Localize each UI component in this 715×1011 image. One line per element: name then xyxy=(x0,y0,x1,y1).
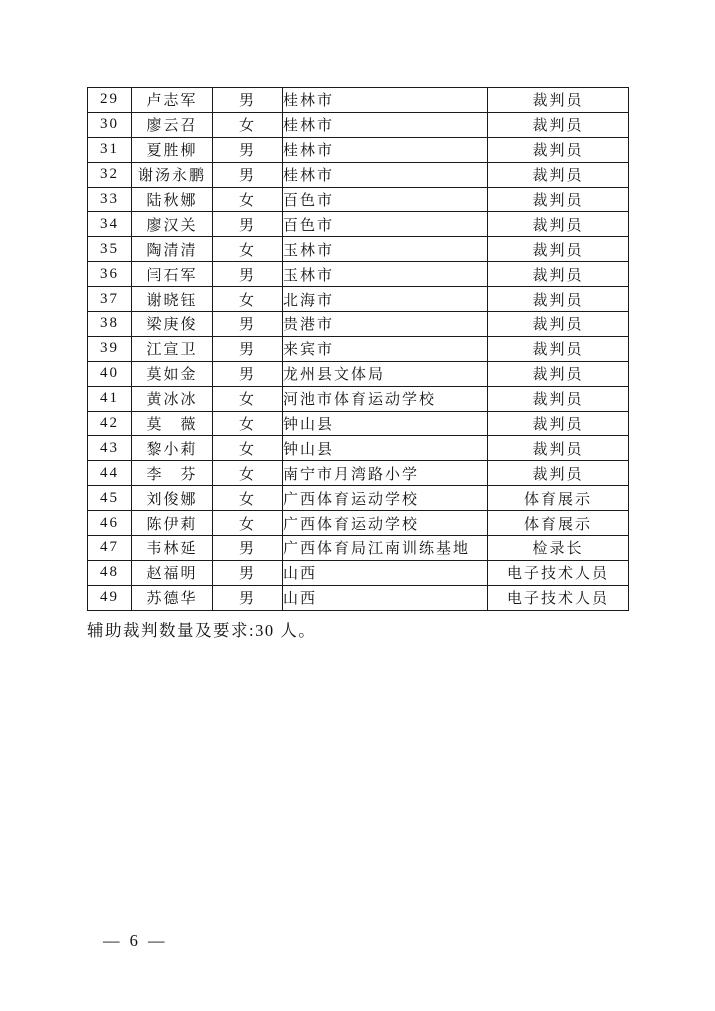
cell-name: 江宣卫 xyxy=(132,336,213,361)
table-row xyxy=(88,162,629,187)
roster-table-body xyxy=(88,88,629,611)
cell-gender: 男 xyxy=(213,361,283,386)
cell-role: 裁判员 xyxy=(488,386,629,411)
cell-number: 30 xyxy=(88,112,132,137)
cell-unit: 来宾市 xyxy=(283,336,488,361)
cell-gender: 男 xyxy=(213,336,283,361)
cell-unit: 山西 xyxy=(283,585,488,610)
cell-unit: 山西 xyxy=(283,560,488,585)
cell-gender: 女 xyxy=(213,436,283,461)
cell-name: 梁庚俊 xyxy=(132,312,213,337)
cell-number: 46 xyxy=(88,511,132,536)
cell-name: 卢志军 xyxy=(132,88,213,113)
cell-number: 43 xyxy=(88,436,132,461)
table-row xyxy=(88,287,629,312)
cell-unit: 玉林市 xyxy=(283,237,488,262)
cell-gender: 女 xyxy=(213,187,283,212)
cell-number: 45 xyxy=(88,486,132,511)
footer-note: 辅助裁判数量及要求:30 人。 xyxy=(87,621,317,640)
table-row xyxy=(88,88,629,113)
cell-unit: 南宁市月湾路小学 xyxy=(283,461,488,486)
table-row xyxy=(88,585,629,610)
cell-name: 刘俊娜 xyxy=(132,486,213,511)
cell-gender: 男 xyxy=(213,262,283,287)
cell-role: 裁判员 xyxy=(488,262,629,287)
table-row xyxy=(88,262,629,287)
cell-name: 陆秋娜 xyxy=(132,187,213,212)
cell-name: 夏胜柳 xyxy=(132,137,213,162)
cell-name: 廖云召 xyxy=(132,112,213,137)
cell-number: 38 xyxy=(88,312,132,337)
cell-unit: 北海市 xyxy=(283,287,488,312)
cell-role: 裁判员 xyxy=(488,287,629,312)
cell-role: 裁判员 xyxy=(488,411,629,436)
cell-name: 廖汉关 xyxy=(132,212,213,237)
table-row xyxy=(88,486,629,511)
cell-number: 36 xyxy=(88,262,132,287)
table-row xyxy=(88,112,629,137)
cell-role: 裁判员 xyxy=(488,137,629,162)
table-row xyxy=(88,436,629,461)
cell-unit: 百色市 xyxy=(283,212,488,237)
cell-role: 裁判员 xyxy=(488,187,629,212)
table-row xyxy=(88,536,629,561)
cell-gender: 男 xyxy=(213,585,283,610)
cell-gender: 男 xyxy=(213,88,283,113)
cell-number: 49 xyxy=(88,585,132,610)
cell-number: 33 xyxy=(88,187,132,212)
cell-role: 裁判员 xyxy=(488,212,629,237)
cell-role: 裁判员 xyxy=(488,162,629,187)
cell-role: 裁判员 xyxy=(488,436,629,461)
cell-gender: 女 xyxy=(213,511,283,536)
cell-unit: 桂林市 xyxy=(283,137,488,162)
cell-gender: 女 xyxy=(213,112,283,137)
table-row xyxy=(88,511,629,536)
cell-unit: 桂林市 xyxy=(283,162,488,187)
cell-gender: 女 xyxy=(213,486,283,511)
cell-role: 检录长 xyxy=(488,536,629,561)
cell-role: 裁判员 xyxy=(488,112,629,137)
cell-role: 电子技术人员 xyxy=(488,560,629,585)
cell-gender: 女 xyxy=(213,237,283,262)
cell-role: 体育展示 xyxy=(488,511,629,536)
cell-name: 陶清清 xyxy=(132,237,213,262)
cell-gender: 男 xyxy=(213,312,283,337)
cell-role: 裁判员 xyxy=(488,312,629,337)
cell-name: 李 芬 xyxy=(132,461,213,486)
cell-number: 48 xyxy=(88,560,132,585)
cell-unit: 百色市 xyxy=(283,187,488,212)
cell-name: 赵福明 xyxy=(132,560,213,585)
cell-unit: 广西体育运动学校 xyxy=(283,486,488,511)
cell-role: 体育展示 xyxy=(488,486,629,511)
cell-number: 40 xyxy=(88,361,132,386)
cell-gender: 女 xyxy=(213,461,283,486)
table-row xyxy=(88,312,629,337)
table-row xyxy=(88,212,629,237)
table-row xyxy=(88,187,629,212)
cell-name: 韦林延 xyxy=(132,536,213,561)
cell-gender: 男 xyxy=(213,162,283,187)
cell-gender: 女 xyxy=(213,287,283,312)
cell-role: 裁判员 xyxy=(488,361,629,386)
table-row xyxy=(88,461,629,486)
cell-number: 47 xyxy=(88,536,132,561)
cell-number: 39 xyxy=(88,336,132,361)
cell-name: 莫如金 xyxy=(132,361,213,386)
cell-name: 谢晓钰 xyxy=(132,287,213,312)
cell-gender: 女 xyxy=(213,411,283,436)
cell-gender: 男 xyxy=(213,560,283,585)
cell-unit: 玉林市 xyxy=(283,262,488,287)
cell-role: 电子技术人员 xyxy=(488,585,629,610)
table-row xyxy=(88,560,629,585)
cell-gender: 男 xyxy=(213,536,283,561)
cell-unit: 广西体育运动学校 xyxy=(283,511,488,536)
cell-name: 苏德华 xyxy=(132,585,213,610)
cell-name: 黎小莉 xyxy=(132,436,213,461)
cell-role: 裁判员 xyxy=(488,336,629,361)
cell-role: 裁判员 xyxy=(488,461,629,486)
cell-gender: 女 xyxy=(213,386,283,411)
table-row xyxy=(88,361,629,386)
cell-name: 黄冰冰 xyxy=(132,386,213,411)
cell-name: 谢汤永鹏 xyxy=(132,162,213,187)
cell-name: 陈伊莉 xyxy=(132,511,213,536)
cell-name: 莫 薇 xyxy=(132,411,213,436)
table-row xyxy=(88,386,629,411)
roster-table xyxy=(87,87,629,611)
cell-number: 31 xyxy=(88,137,132,162)
cell-unit: 龙州县文体局 xyxy=(283,361,488,386)
table-row xyxy=(88,411,629,436)
cell-number: 42 xyxy=(88,411,132,436)
cell-unit: 钟山县 xyxy=(283,411,488,436)
cell-unit: 贵港市 xyxy=(283,312,488,337)
cell-number: 34 xyxy=(88,212,132,237)
table-row xyxy=(88,336,629,361)
cell-role: 裁判员 xyxy=(488,237,629,262)
cell-number: 35 xyxy=(88,237,132,262)
cell-number: 32 xyxy=(88,162,132,187)
cell-role: 裁判员 xyxy=(488,88,629,113)
cell-name: 闫石军 xyxy=(132,262,213,287)
table-row xyxy=(88,137,629,162)
cell-unit: 钟山县 xyxy=(283,436,488,461)
cell-gender: 男 xyxy=(213,137,283,162)
cell-number: 29 xyxy=(88,88,132,113)
cell-number: 44 xyxy=(88,461,132,486)
page-number: — 6 — xyxy=(103,931,168,950)
cell-unit: 河池市体育运动学校 xyxy=(283,386,488,411)
cell-number: 37 xyxy=(88,287,132,312)
cell-unit: 桂林市 xyxy=(283,112,488,137)
cell-unit: 桂林市 xyxy=(283,88,488,113)
cell-number: 41 xyxy=(88,386,132,411)
cell-unit: 广西体育局江南训练基地 xyxy=(283,536,488,561)
cell-gender: 男 xyxy=(213,212,283,237)
table-row xyxy=(88,237,629,262)
